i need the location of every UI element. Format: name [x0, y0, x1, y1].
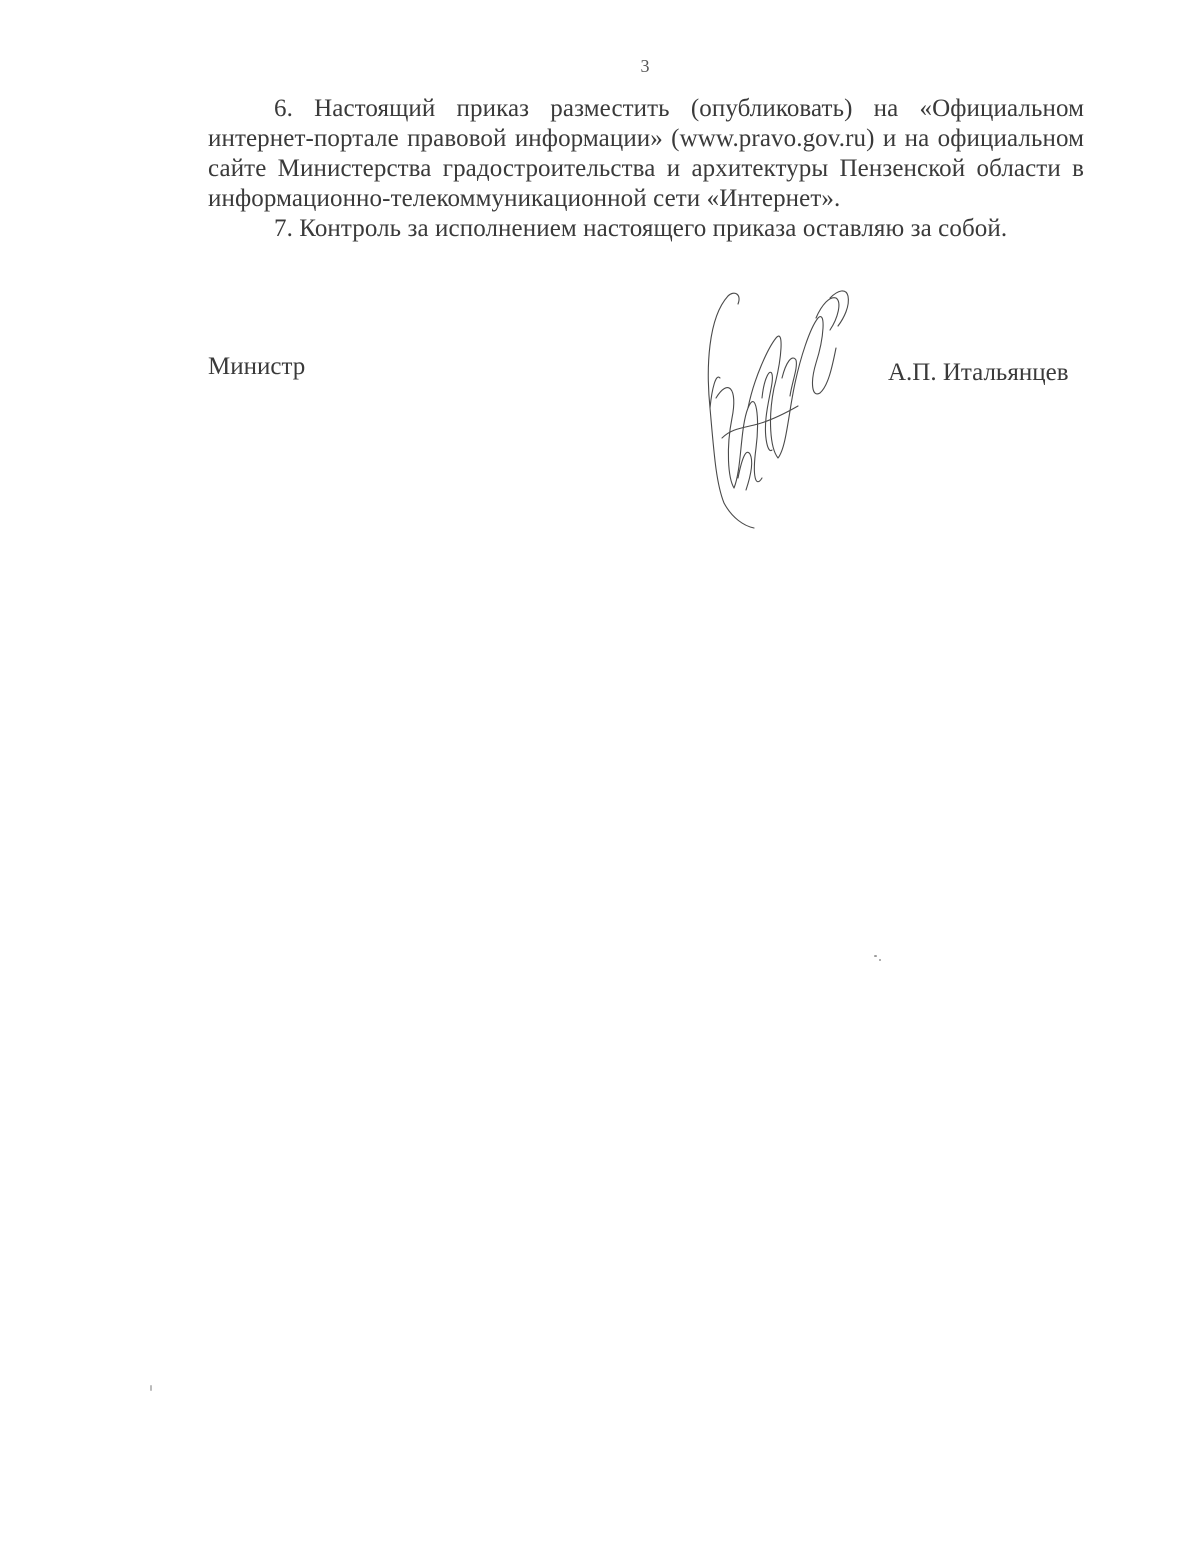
position-title: Министр: [208, 353, 306, 380]
paragraph-7: 7. Контроль за исполнением настоящего приказа оставляю за собой.: [274, 215, 1008, 242]
signature-block: [0, 0, 1200, 600]
page-number: 3: [640, 56, 650, 76]
handwritten-signature: [698, 278, 858, 533]
scan-speck: [879, 959, 881, 961]
scan-speck: [150, 1385, 152, 1391]
scan-speck: [874, 955, 877, 957]
paragraph-6: 6. Настоящий приказ разместить (опубликовать) на «Официальном интернет-портале правовой информации» (www.pravo.gov.ru) и на официальном сайте Министерства градостроительства и архитектуры Пензенской области в информационно-телекоммуникационной сети «Интернет».: [208, 95, 1084, 212]
signer-name: А.П. Итальянцев: [888, 359, 1069, 386]
